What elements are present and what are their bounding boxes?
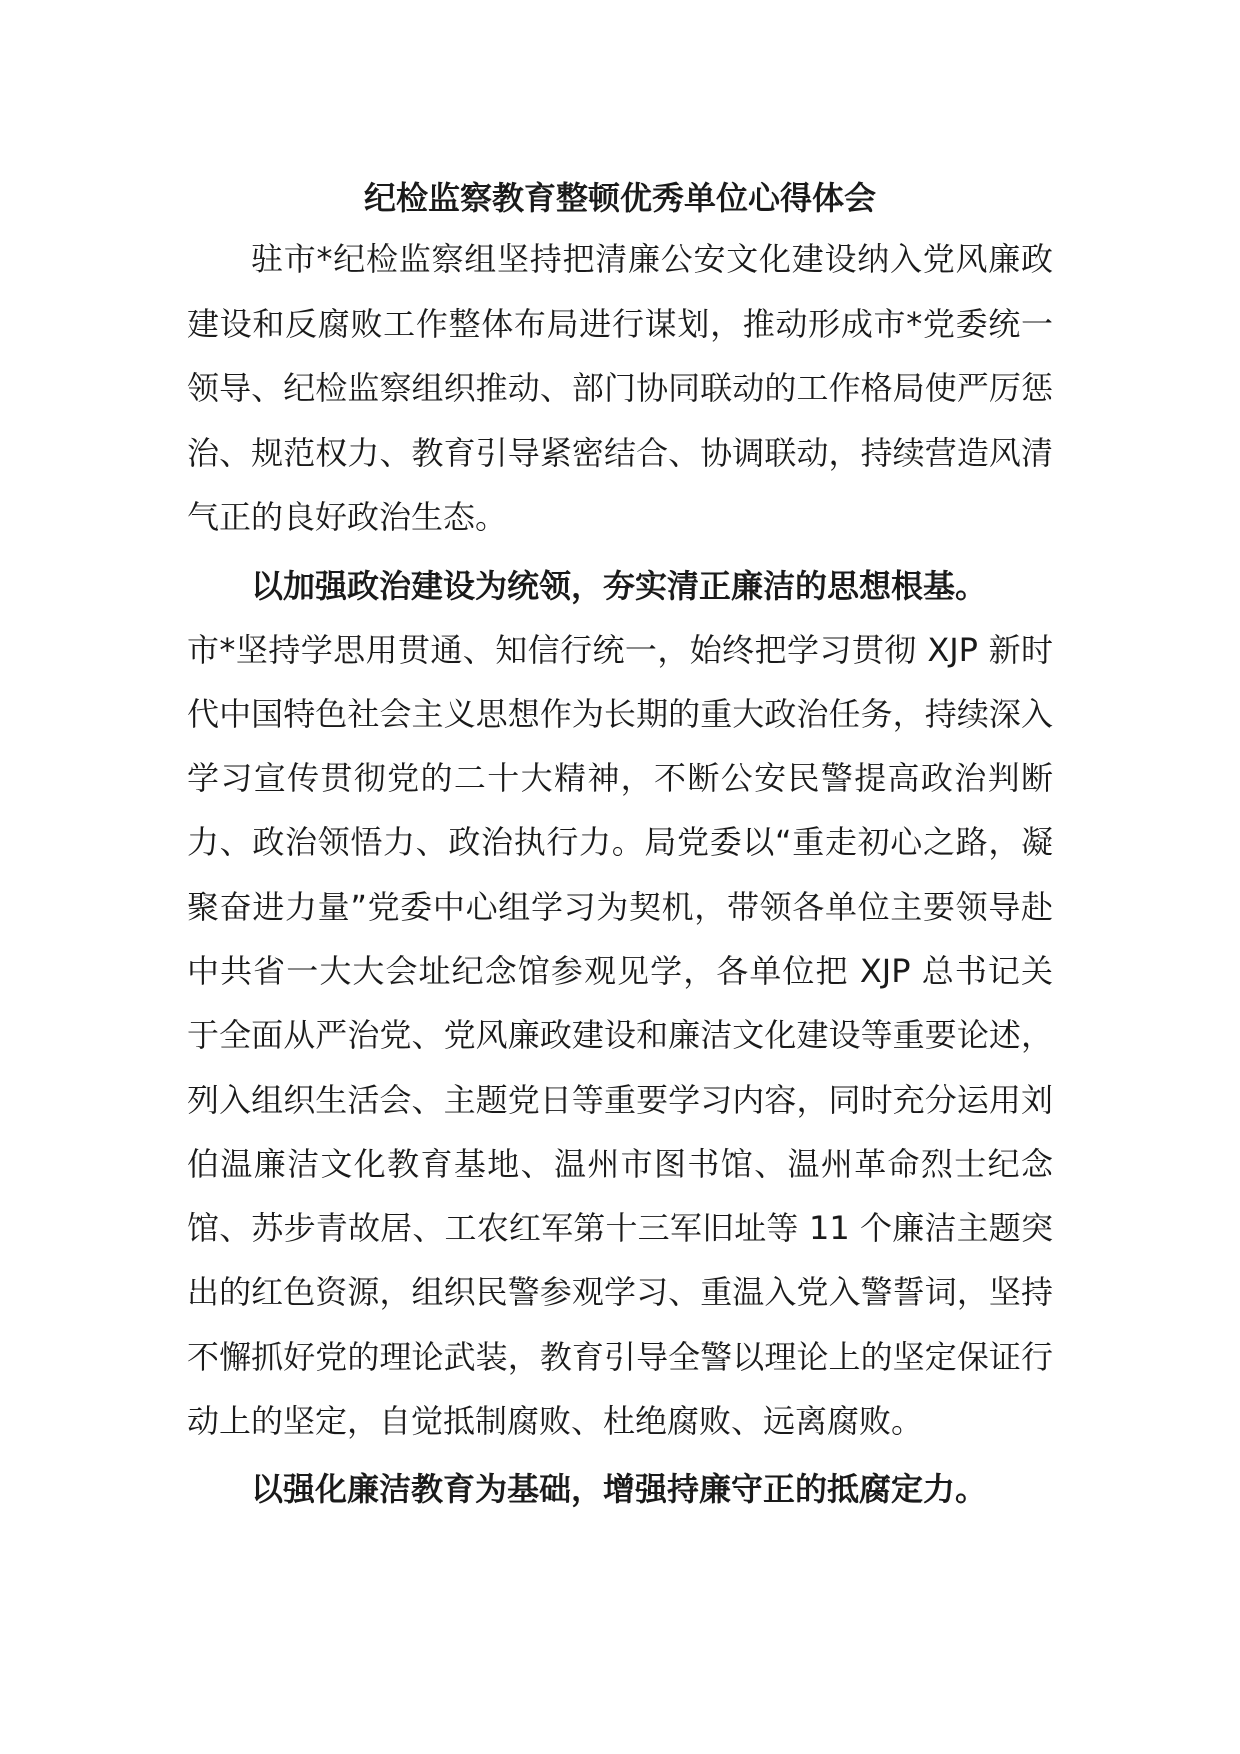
section-heading-integrity-education: 以强化廉洁教育为基础，增强持廉守正的抵腐定力。 (251, 1470, 988, 1509)
document-title: 纪检监察教育整顿优秀单位心得体会 (363, 179, 876, 217)
section-heading-political-construction: 以加强政治建设为统领，夯实清正廉洁的思想根基。 (251, 566, 988, 605)
section-body-political-construction: 市*坚持学思用贯通、知信行统一，始终把学习贯彻 XJP 新时代中国特色社会主义思想作为长期的重大政治任务，持续深入学习宣传贯彻党的二十大精神，不断公安民警提高政治判断力、政治领悟力、政治执行力。局党委以“重走初心之路，凝聚奋进力量”党委中心组学习为契机，带领各单位主要领导赴中共省一大大会址纪念馆参观见学，各单位把 XJP 总书记关于全面从严治党、党风廉政建设和廉洁文化建设等重要论述，列入组织生活会、主题党日等重要学习内容，同时充分运用刘伯温廉洁文化教育基地、温州市图书馆、温州革命烈士纪念馆、苏步青故居、工农红军第十三军旧址等 11 个廉洁主题突出的红色资源，组织民警参观学习、重温入党入警誓词，坚持不懈抓好党的理论武装，教育引导全警以理论上的坚定保证行动上的坚定，自觉抵制腐败、杜绝腐败、远离腐败。 (187, 630, 1053, 1441)
intro-paragraph: 驻市*纪检监察组坚持把清廉公安文化建设纳入党风廉政建设和反腐败工作整体布局进行谋划，推动形成市*党委统一领导、纪检监察组织推动、部门协同联动的工作格局使严厉惩治、规范权力、教育引导紧密结合、协调联动，持续营造风清气正的良好政治生态。 (187, 240, 1053, 536)
document-page (187, 170, 1053, 1521)
